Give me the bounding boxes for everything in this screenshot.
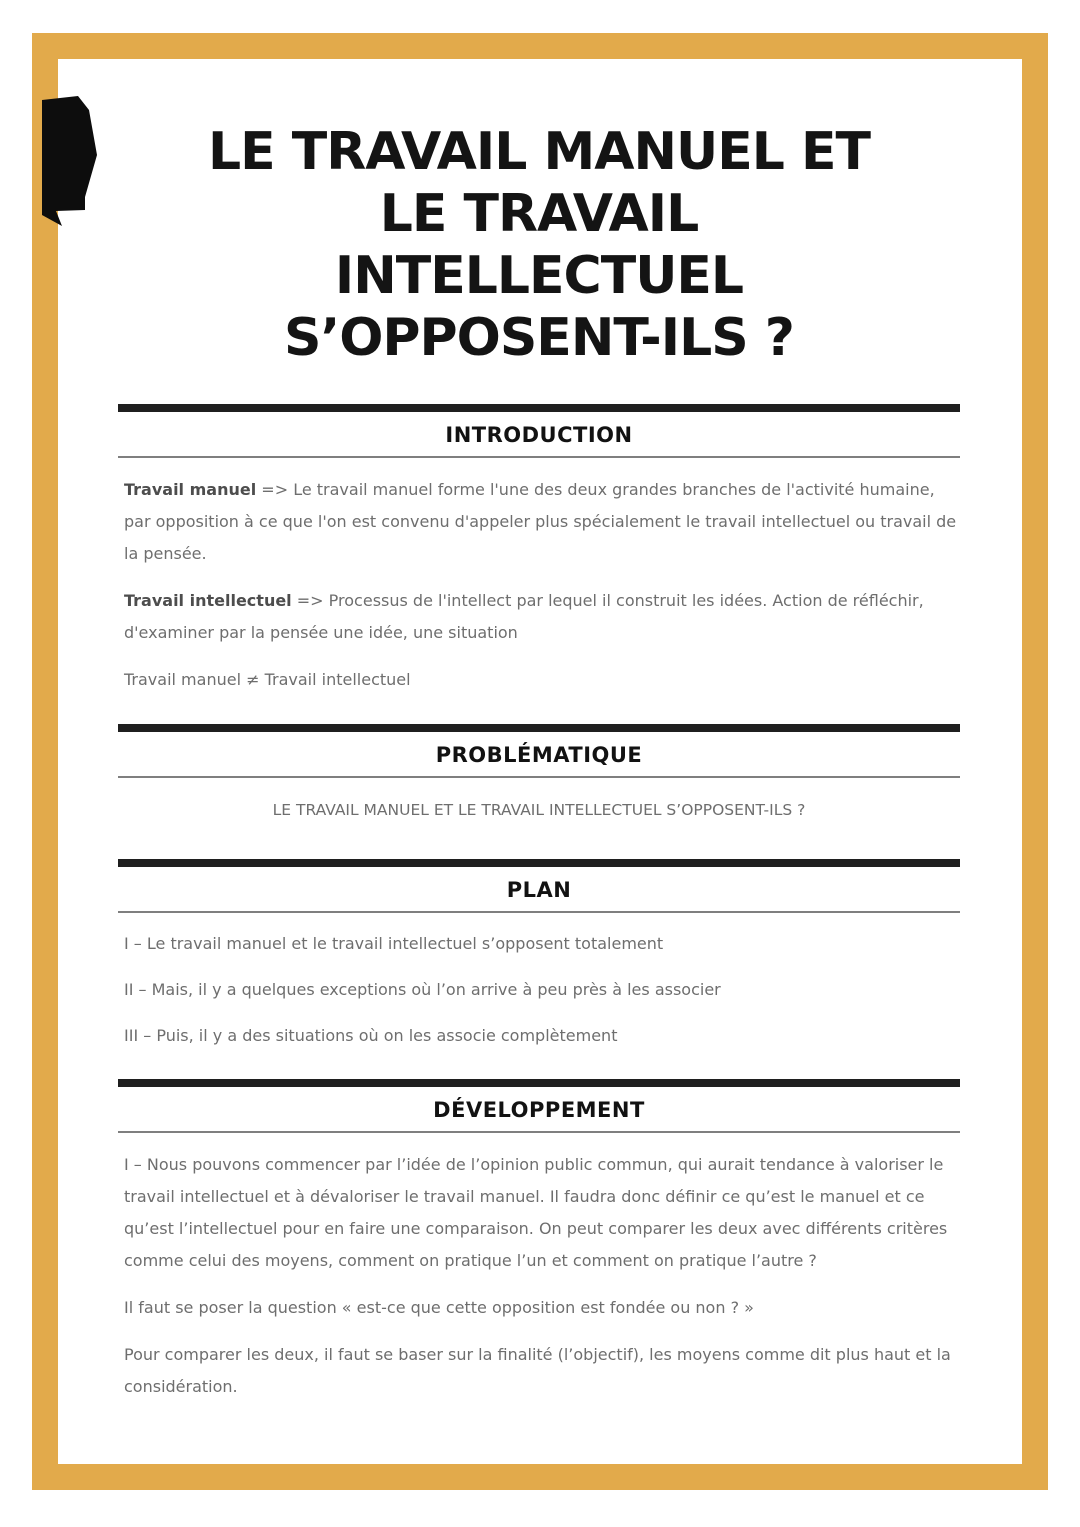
developpement-body <box>118 1133 960 1403</box>
developpement-paragraph: Pour comparer les deux, il faut se baser sur la finalité (l’objectif), les moyens comme dit plus haut et la considération. <box>124 1344 951 1396</box>
section-divider-bar <box>118 404 960 412</box>
definition-text: Processus de l'intellect par lequel il construit les idées. Action de réfléchir, d'examiner par la pensée une idée, une situation <box>124 590 924 642</box>
section-problematique <box>118 724 960 831</box>
definition-text: Le travail manuel forme l'une des deux grandes branches de l'activité humaine, par opposition à ce que l'on est convenu d'appeler plus spécialement le travail intellectuel ou travail de la pensée. <box>124 479 957 563</box>
definition-paragraph <box>124 585 958 649</box>
section-plan <box>118 859 960 1051</box>
developpement-paragraph: Il faut se poser la question « est-ce que cette opposition est fondée ou non ? » <box>124 1297 754 1317</box>
bookmark-icon <box>41 96 99 226</box>
section-heading-introduction: INTRODUCTION <box>445 422 633 447</box>
plan-item: I – Le travail manuel et le travail intellectuel s’opposent totalement <box>124 933 664 953</box>
section-divider-bar <box>118 724 960 732</box>
page-title <box>118 121 960 369</box>
section-heading-developpement: DÉVELOPPEMENT <box>433 1097 645 1122</box>
title-line: S’OPPOSENT-ILS ? <box>284 308 794 368</box>
comparison-note: Travail manuel ≠ Travail intellectuel <box>124 669 411 689</box>
section-divider-bar <box>118 1079 960 1087</box>
section-divider-bar <box>118 859 960 867</box>
developpement-paragraph: I – Nous pouvons commencer par l’idée de l’opinion public commun, qui aurait tendance à valoriser le travail intellectuel et à dévaloriser le travail manuel. Il faudra donc définir ce qu’est le manuel et ce qu’est l’intellectuel pour en faire une comparaison. On peut comparer les deux avec différents critères comme celui des moyens, comment on pratique l’un et comment on pratique l’autre ? <box>124 1154 948 1270</box>
title-line: INTELLECTUEL <box>334 246 744 306</box>
plan-item: III – Puis, il y a des situations où on les associe complètement <box>124 1025 618 1045</box>
definition-term: Travail manuel <box>124 479 257 499</box>
section-developpement <box>118 1079 960 1403</box>
problematique-statement: LE TRAVAIL MANUEL ET LE TRAVAIL INTELLECTUEL S’OPPOSENT-ILS ? <box>272 800 806 819</box>
section-introduction <box>118 404 960 696</box>
section-heading-plan: PLAN <box>506 877 572 902</box>
definition-arrow: => <box>261 479 289 499</box>
page-content <box>118 33 960 1418</box>
definition-arrow: => <box>296 590 324 610</box>
plan-body <box>118 913 960 1051</box>
plan-item: II – Mais, il y a quelques exceptions où l’on arrive à peu près à les associer <box>124 979 721 999</box>
section-heading-problematique: PROBLÉMATIQUE <box>435 742 643 767</box>
definition-paragraph <box>124 474 958 570</box>
title-line: LE TRAVAIL MANUEL ET <box>207 122 871 182</box>
introduction-body <box>118 458 960 696</box>
definition-term: Travail intellectuel <box>124 590 292 610</box>
title-line: LE TRAVAIL <box>379 184 699 244</box>
